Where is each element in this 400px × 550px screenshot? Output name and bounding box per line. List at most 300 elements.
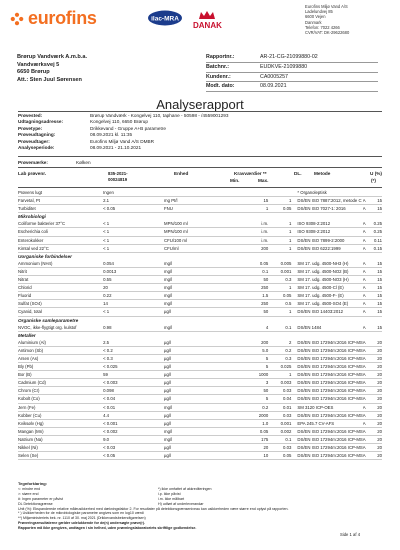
parameter-name: Ammonium (NH4) xyxy=(18,260,103,268)
limit-min xyxy=(217,363,240,371)
limit-min xyxy=(217,267,240,275)
uncertainty: 20 xyxy=(370,379,382,387)
result-value: 0.054 xyxy=(103,260,164,268)
result-value: < 0.002 xyxy=(103,427,164,435)
limit-max: 0.2 xyxy=(240,403,272,411)
meta-row xyxy=(206,63,378,73)
footnote: * ) Usikkerheden for de mikrobiologiske parametre angives som en log10 værdi xyxy=(18,511,144,516)
results-table xyxy=(18,189,382,460)
table-row xyxy=(18,444,382,452)
unit: µg/l xyxy=(164,308,217,316)
unit: µg/l xyxy=(164,419,217,427)
parameter-name: Kviksølv (Hg) xyxy=(18,419,103,427)
info-key: Prøvetype: xyxy=(18,125,43,131)
result-value: 59 xyxy=(103,371,164,379)
unit: µg/l xyxy=(164,354,217,362)
result-value: 9.0 xyxy=(103,435,164,443)
limit-max: 2000 xyxy=(240,411,272,419)
customer-street: Vandværksvej 5 xyxy=(17,61,60,68)
parameter-name: Coliforme bakterier 37°C xyxy=(18,220,103,228)
accreditation-mark: A xyxy=(363,244,370,252)
unit: mg/l xyxy=(164,292,217,300)
method: DS/EN ISO 17294m:2016 ICP-MS xyxy=(297,436,363,442)
col-min: Min. xyxy=(230,178,240,183)
parameter-name: Kimtal ved 22°C xyxy=(18,244,103,252)
method: DS/EN ISO 17294m:2016 ICP-MS xyxy=(297,380,363,386)
footnote: Prøveringsresultaterne gælder udelukkende for de(n) undersøgte prøve(r). xyxy=(18,521,146,526)
customer-address xyxy=(17,54,87,84)
detection-limit: 1 xyxy=(272,197,297,205)
limit-min xyxy=(217,395,240,403)
limit-max: 3 xyxy=(240,379,272,387)
meta-value: AR-21-CG-21099880-02 xyxy=(260,54,318,60)
footnote: Rapporten må ikke gengives, undtagen i sin helhed, uden prøvningslaboratoriets skriftlige godkendelse. xyxy=(18,526,197,531)
uncertainty: 0.25 xyxy=(370,228,382,236)
limit-max: 50 xyxy=(240,308,272,316)
uncertainty: 15 xyxy=(370,292,382,300)
result-value: < 0.003 xyxy=(103,379,164,387)
limit-min xyxy=(217,427,240,435)
table-row xyxy=(18,236,382,244)
detection-limit: 0.2 xyxy=(272,346,297,354)
parameter-name: Bor (B) xyxy=(18,371,103,379)
result-value: 20 xyxy=(103,284,164,292)
table-row xyxy=(18,435,382,443)
unit: CFU/ml xyxy=(164,244,217,252)
limit-min xyxy=(217,419,240,427)
method: SM 17. udg. 4500-SO4 (E) xyxy=(297,300,362,308)
limit-min xyxy=(217,403,240,411)
limit-min xyxy=(217,379,240,387)
limit-min xyxy=(217,276,240,284)
info-key: Prøvested: xyxy=(18,113,43,118)
method: SM 17. udg. 4500-Cl (E) xyxy=(297,284,362,292)
uncertainty: 15 xyxy=(370,284,382,292)
limit-max: 5 xyxy=(240,395,272,403)
uncertainty: 20 xyxy=(370,346,382,354)
limit-max: 0.05 xyxy=(240,427,272,435)
limit-min xyxy=(217,308,240,316)
method: DS/EN ISO 14403:2012 xyxy=(297,308,362,316)
uncertainty: 0.25 xyxy=(370,220,382,228)
accreditation-mark: A xyxy=(363,220,370,228)
accreditation-mark: A xyxy=(363,197,370,205)
uncertainty: 20 xyxy=(370,411,382,419)
unit: µg/l xyxy=(164,395,217,403)
parameter-name: Arsen (As) xyxy=(18,354,103,362)
limit-min xyxy=(217,189,240,197)
uncertainty: 20 xyxy=(370,387,382,395)
detection-limit: 1 xyxy=(272,308,297,316)
result-value: 0.22 xyxy=(103,292,164,300)
method: DS/EN ISO 17294m:2016 ICP-MS xyxy=(297,396,363,402)
limit-max: 0.05 xyxy=(240,260,272,268)
divider xyxy=(18,156,382,157)
detection-limit: 1 xyxy=(272,244,297,252)
result-value: < 0.2 xyxy=(103,346,164,354)
method: DS/EN ISO 17294m:2016 ICP-MS xyxy=(297,412,363,418)
meta-key: Modt. dato: xyxy=(206,83,235,90)
eurofins-flower-icon xyxy=(10,12,24,26)
uncertainty: 15 xyxy=(370,260,382,268)
accreditation-mark: A xyxy=(363,300,370,308)
footnote: **) Miljøministeriets bek. nr. 1110 af 30. maj 2021 (Drikkevandsbekendtgørelsen) xyxy=(18,516,146,521)
legend-item: *) ikke omfattet af akkrediteringen xyxy=(158,486,212,491)
legend-item: H) udført af underleverandør xyxy=(158,501,204,506)
uncertainty: 20 xyxy=(370,354,382,362)
limit-max: 200 xyxy=(240,339,272,347)
sample-value: Kølken xyxy=(76,160,91,165)
uncertainty: 15 xyxy=(370,205,382,213)
table-row xyxy=(18,411,382,419)
detection-limit: 0.5 xyxy=(272,300,297,308)
section-heading-row xyxy=(18,252,382,260)
detection-limit: 0.05 xyxy=(272,205,297,213)
col-uncertainty-mark: (*) xyxy=(371,178,376,183)
customer-name: Brørup Vandværk A.m.b.a. xyxy=(17,54,88,60)
limit-max: 1000 xyxy=(240,371,272,379)
parameter-name: Natrium (Na) xyxy=(18,435,103,443)
accreditation-mark: A xyxy=(363,339,370,347)
unit: µg/l xyxy=(164,411,217,419)
customer-attn: Att.: Sten Juul Sørensen xyxy=(17,76,82,83)
unit: MPN/100 ml xyxy=(164,220,217,228)
result-value: 4.4 xyxy=(103,411,164,419)
limit-max: i.m. xyxy=(240,236,272,244)
method: DS/EN ISO 7887:2012, metode C xyxy=(297,198,362,204)
divider xyxy=(18,167,382,168)
detection-limit: 0.03 xyxy=(272,411,297,419)
detection-limit: 0.3 xyxy=(272,354,297,362)
limit-max: 10 xyxy=(240,452,272,460)
col-unit: Enhed xyxy=(174,171,189,176)
unit: FNU xyxy=(164,205,217,213)
uncertainty: 20 xyxy=(370,339,382,347)
unit: µg/l xyxy=(164,379,217,387)
divider xyxy=(18,111,382,112)
unit: mg/l xyxy=(164,300,217,308)
col-dl: DL. xyxy=(294,171,302,176)
table-row xyxy=(18,371,382,379)
accreditation-mark: A xyxy=(363,379,370,387)
parameter-name: Turbiditet xyxy=(18,205,103,213)
uncertainty: 0.15 xyxy=(370,244,382,252)
table-row xyxy=(18,292,382,300)
table-row xyxy=(18,452,382,460)
info-key: Prøveudtagning: xyxy=(18,132,56,138)
method: SM 17. udg. 4500-NH3 (H) xyxy=(297,260,362,268)
table-header xyxy=(18,170,382,187)
accreditation-mark: A xyxy=(363,395,370,403)
meta-value: CA0005257 xyxy=(260,73,288,80)
limit-min xyxy=(217,324,240,332)
col-max: Max. xyxy=(258,178,269,183)
method: DS/EN ISO 17294m:2016 ICP-MS xyxy=(297,445,363,450)
detection-limit: 0.03 xyxy=(272,444,297,452)
method: SM 17. udg. 4500-NO2 (B) xyxy=(297,267,362,275)
result-value: < 1 xyxy=(103,308,164,316)
uncertainty: 20 xyxy=(370,427,382,435)
method: DS/EN ISO 17294m:2016 ICP-MS xyxy=(297,347,363,353)
footer xyxy=(18,482,382,531)
limit-max: 1.0 xyxy=(240,419,272,427)
unit: mg/l xyxy=(164,267,217,275)
sample-mark xyxy=(18,160,91,165)
lab-address-line: CVR/VAT: DK-29622680 xyxy=(305,30,350,36)
limit-min xyxy=(217,205,240,213)
uncertainty: 15 xyxy=(370,197,382,205)
parameter-name: Chrom (Cr) xyxy=(18,387,103,395)
detection-limit: 0.03 xyxy=(272,387,297,395)
limit-max: 0.1 xyxy=(240,267,272,275)
limit-min xyxy=(217,284,240,292)
detection-limit: 0.001 xyxy=(272,267,297,275)
parameter-name: Enterokokker xyxy=(18,236,103,244)
lab-address-line: Ladelundvej 85 xyxy=(305,9,333,15)
unit: µg/l xyxy=(164,387,217,395)
uncertainty: 20 xyxy=(370,419,382,427)
result-value: < 1 xyxy=(103,244,164,252)
method: ISO 9308-2:2012 xyxy=(297,228,362,236)
unit: µg/l xyxy=(164,363,217,371)
parameter-name: Aluminium (Al) xyxy=(18,339,103,347)
limit-min xyxy=(217,220,240,228)
ilac-text: ilac-MRA xyxy=(151,15,179,23)
result-value: < 0.05 xyxy=(103,452,164,460)
unit: µg/l xyxy=(164,371,217,379)
accreditation-mark: A xyxy=(363,371,370,379)
limit-min xyxy=(217,371,240,379)
info-value: Drikkevand - Gruppe A+B parametre xyxy=(90,125,166,131)
limit-min xyxy=(217,260,240,268)
accreditation-mark: A xyxy=(363,419,370,427)
unit: mg/l xyxy=(164,276,217,284)
parameter-name: Nitrat xyxy=(18,276,103,284)
uncertainty: 15 xyxy=(370,300,382,308)
footnote: Unit (%): Ekspanderede relative måleusikkerhed med dækningsfaktor 2. For resultater på detektionsgrænseniveau kan usikkerheden være større end oplyst på rapporten. xyxy=(18,506,289,511)
result-value: 2.1 xyxy=(103,197,164,205)
detection-limit: 0.05 xyxy=(272,292,297,300)
legend-item: >: større end xyxy=(18,491,39,496)
uncertainty: 20 xyxy=(370,435,382,443)
accreditation-mark: A xyxy=(363,228,370,236)
info-key: Analyseperiode: xyxy=(18,145,55,151)
method: DS/EN ISO 17294m:2016 ICP-MS xyxy=(297,428,363,434)
result-value: < 1 xyxy=(103,228,164,236)
table-row xyxy=(18,363,382,371)
parameter-name: Antimon (Sb) xyxy=(18,346,103,354)
parameter-name: Cyanid, total xyxy=(18,308,103,316)
parameter-name: Selen (Se) xyxy=(18,452,103,460)
accreditation-mark: A xyxy=(363,267,370,275)
result-value: 0.098 xyxy=(103,387,164,395)
customer-city: 6650 Brørup xyxy=(17,69,50,76)
limit-max: 50 xyxy=(240,387,272,395)
limit-max: 5 xyxy=(240,363,272,371)
parameter-name: Bly (Pb) xyxy=(18,363,103,371)
table-row xyxy=(18,379,382,387)
section-heading: Organiske samleparametre xyxy=(18,317,79,323)
parameter-name: Chlorid xyxy=(18,284,103,292)
uncertainty: 0.11 xyxy=(370,236,382,244)
limit-min xyxy=(217,244,240,252)
meta-row xyxy=(206,53,378,63)
method: DS/EN ISO 17294m:2016 ICP-MS xyxy=(297,355,363,361)
parameter-name: Nikkel (Ni) xyxy=(18,444,103,452)
uncertainty: 20 xyxy=(370,403,382,411)
page-title: Analyserapport xyxy=(156,97,244,112)
section-heading-row xyxy=(18,316,382,324)
result-value: 14 xyxy=(103,300,164,308)
detection-limit: 2 xyxy=(272,339,297,347)
limit-min xyxy=(217,236,240,244)
result-value: < 1 xyxy=(103,236,164,244)
limit-min xyxy=(217,197,240,205)
info-key: Udtagningsadresse: xyxy=(18,119,64,125)
detection-limit: 1 xyxy=(272,220,297,228)
limit-max: 5 xyxy=(240,354,272,362)
result-value: < 1 xyxy=(103,220,164,228)
table-row xyxy=(18,284,382,292)
section-heading: Mikrobiologi xyxy=(18,214,46,220)
col-sample-no: 835-2021- xyxy=(108,171,128,176)
detection-limit: 0.025 xyxy=(272,363,297,371)
table-row xyxy=(18,260,382,268)
limit-min xyxy=(217,387,240,395)
lab-address-line: Danmark xyxy=(305,19,322,25)
sample-key: Prøvemærke: xyxy=(18,160,48,165)
limit-min xyxy=(217,346,240,354)
accreditation-mark: A xyxy=(363,205,370,213)
limit-max: 4 xyxy=(240,324,272,332)
result-value: 0.55 xyxy=(103,276,164,284)
detection-limit: 0.1 xyxy=(272,324,297,332)
accreditation-mark: A xyxy=(363,236,370,244)
limit-max: i.m. xyxy=(240,220,272,228)
limit-max: 200 xyxy=(240,244,272,252)
method: SM 3120 ICP-OES xyxy=(297,403,362,411)
accreditation-mark: A xyxy=(363,387,370,395)
method: ISO 9308-2:2012 xyxy=(297,220,362,228)
accreditation-mark: A xyxy=(363,346,370,354)
legend-item: #: Ingen parameter er påvist xyxy=(18,496,63,501)
col-limits: Kravværdier ** xyxy=(234,171,267,176)
parameter-name: Sulfat (SO4) xyxy=(18,300,103,308)
meta-row xyxy=(206,82,378,92)
divider xyxy=(18,187,382,188)
method: SM 17. udg. 4500-F- (E) xyxy=(297,292,362,300)
section-heading-row xyxy=(18,213,382,221)
parameter-name: Farvetal, Pt xyxy=(18,197,103,205)
accreditation-mark: A xyxy=(363,292,370,300)
limit-min xyxy=(217,435,240,443)
info-value: Brørup Vandværk - Kongelvej 110, taphane - 50598 - /4559001293 xyxy=(90,113,229,118)
accreditation-mark: A xyxy=(363,444,370,452)
parameter-name: Kobolt (Co) xyxy=(18,395,103,403)
parameter-name: Kobber (Cu) xyxy=(18,411,103,419)
detection-limit: 0.001 xyxy=(272,419,297,427)
table-row xyxy=(18,308,382,316)
table-row xyxy=(18,228,382,236)
result-value: < 0.03 xyxy=(103,444,164,452)
table-row xyxy=(18,427,382,435)
unit: CFU/100 ml xyxy=(164,236,217,244)
limit-min xyxy=(217,354,240,362)
result-value: Ingen xyxy=(103,189,164,197)
parameter-name: Jern (Fe) xyxy=(18,403,103,411)
uncertainty xyxy=(370,189,382,197)
section-heading: Metaller xyxy=(18,332,36,338)
info-value: 08.09.2021 - 21.10.2021 xyxy=(90,145,142,151)
method: DS/EN ISO 17294m:2016 ICP-MS xyxy=(297,372,363,378)
limit-min xyxy=(217,228,240,236)
detection-limit: 0.005 xyxy=(272,260,297,268)
limit-min xyxy=(217,300,240,308)
method: DS/EN ISO 17294m:2016 ICP-MS xyxy=(297,364,363,370)
info-key: Prøveudtager: xyxy=(18,138,50,144)
ilac-mra-logo xyxy=(147,10,183,26)
detection-limit: 1 xyxy=(272,371,297,379)
detection-limit: 1 xyxy=(272,236,297,244)
unit: MPN/100 ml xyxy=(164,228,217,236)
table-row xyxy=(18,189,382,197)
meta-key: Rapportnr.: xyxy=(206,54,235,60)
result-value: 0.0013 xyxy=(103,267,164,275)
accreditation-mark: A xyxy=(363,324,370,332)
table-row xyxy=(18,276,382,284)
danak-crown-icon xyxy=(198,10,216,20)
detection-limit: 1 xyxy=(272,228,297,236)
report-meta xyxy=(206,53,378,92)
meta-key: Batchnr.: xyxy=(206,63,229,70)
section-heading: Uorganiske forbindelser xyxy=(18,253,72,259)
unit: mg/l xyxy=(164,284,217,292)
uncertainty: 20 xyxy=(370,452,382,460)
limit-max: 5.0 xyxy=(240,346,272,354)
uncertainty: 20 xyxy=(370,444,382,452)
limit-max: 175 xyxy=(240,435,272,443)
limit-min xyxy=(217,444,240,452)
table-row xyxy=(18,339,382,347)
meta-value: 08.09.2021 xyxy=(260,83,287,90)
accreditation-mark: A xyxy=(363,427,370,435)
accreditation-mark: A xyxy=(363,276,370,284)
parameter-name: NVOC, ikke-flygtigt org. kulstof xyxy=(18,324,103,332)
parameter-name: Cadmium (Cd) xyxy=(18,379,103,387)
result-value: < 0.3 xyxy=(103,354,164,362)
legend-item: i.m. ikke målbart xyxy=(158,496,185,501)
uncertainty: 20 xyxy=(370,371,382,379)
limit-min xyxy=(217,452,240,460)
accreditation-mark: A xyxy=(363,354,370,362)
parameter-name: Nitrit xyxy=(18,267,103,275)
unit: mg/l xyxy=(164,435,217,443)
limit-max: 250 xyxy=(240,284,272,292)
accreditation-mark: A xyxy=(363,260,370,268)
unit: mg/l xyxy=(164,427,217,435)
table-row xyxy=(18,346,382,354)
unit: mg/l xyxy=(164,324,217,332)
limit-min xyxy=(217,411,240,419)
result-value: < 0.04 xyxy=(103,395,164,403)
table-row xyxy=(18,387,382,395)
meta-row xyxy=(206,73,378,83)
method: * Organoleptisk xyxy=(297,189,362,197)
info-value: Kongelvej 110, 6650 Brørup xyxy=(90,119,149,125)
meta-value: EUDKVE-21099880 xyxy=(260,63,308,70)
method: EPA 245.7 CV-AFS xyxy=(297,419,362,427)
table-row xyxy=(18,267,382,275)
